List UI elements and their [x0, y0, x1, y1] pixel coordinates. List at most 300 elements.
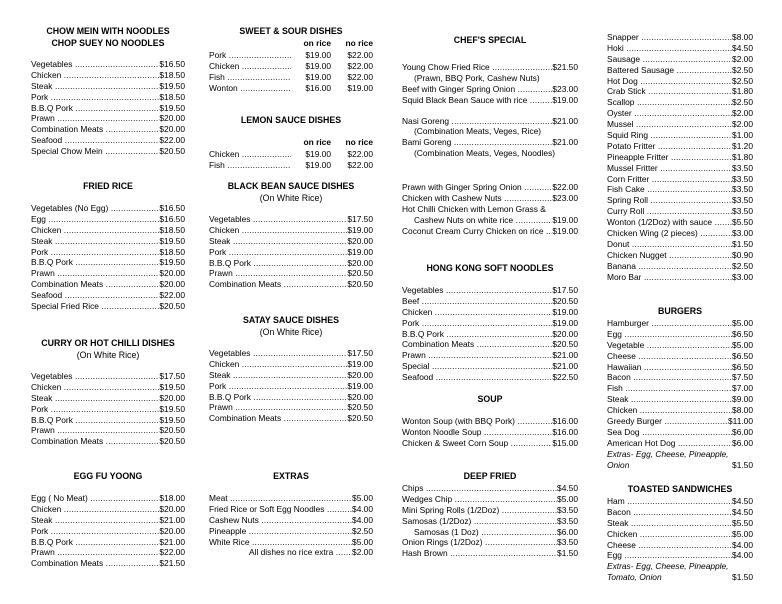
- item-price: $2.00: [732, 108, 753, 119]
- item-name: Prawn .....: [31, 113, 159, 124]
- menu-item: [402, 182, 578, 193]
- item-name: Combination Meats .....: [31, 436, 159, 447]
- item-name: Bacon .....: [607, 507, 732, 518]
- menu-item: [31, 515, 185, 526]
- menu-item: [402, 318, 578, 329]
- item-price: $18.50: [159, 91, 185, 102]
- item-name: Chicken .....: [402, 307, 552, 318]
- item-price: $8.00: [732, 31, 753, 42]
- item-price: $21.50: [159, 558, 185, 569]
- item-price: $1.20: [732, 140, 753, 151]
- section-subtitle: (On White Rice): [259, 327, 323, 337]
- item-price: $15.00: [552, 437, 578, 448]
- item-price: $19.00: [552, 214, 578, 225]
- section-title: SWEET & SOUR DISHES: [239, 26, 343, 36]
- menu-item: [607, 329, 753, 340]
- item-name: B.B.Q Pork .....: [209, 392, 347, 403]
- item-price: $19.00: [347, 246, 373, 257]
- item-name: B.B.Q Pork .....: [31, 415, 159, 426]
- menu-item: [607, 54, 753, 65]
- item-name: Mussel Fritter .....: [607, 163, 732, 174]
- item-price: $20.00: [159, 503, 185, 514]
- item-price: $20.50: [159, 436, 185, 447]
- menu-item: [607, 174, 753, 185]
- item-name: Samosas (1/2Doz) .....: [402, 516, 557, 527]
- menu-item: [31, 214, 185, 225]
- menu-item: [31, 537, 185, 548]
- item-price-no-rice: $22.00: [347, 159, 373, 170]
- item-name: Fish .....: [209, 160, 291, 171]
- menu-item: [31, 236, 185, 247]
- burger-extras-row: [607, 460, 753, 471]
- toasted-sandwiches-section: [607, 483, 753, 583]
- item-price: $4.00: [352, 503, 373, 514]
- item-price: $16.50: [159, 202, 185, 213]
- item-price: $5.00: [352, 492, 373, 503]
- item-price: $0.90: [732, 249, 753, 260]
- item-price: $21.00: [552, 350, 578, 361]
- item-list: [209, 348, 373, 424]
- menu-item: [402, 427, 578, 438]
- item-price: $19.50: [159, 414, 185, 425]
- item-name: Pork .....: [209, 381, 347, 392]
- item-name: Pineapple .....: [209, 526, 352, 537]
- item-price: $23.00: [552, 193, 578, 203]
- menu-item: [402, 483, 578, 494]
- menu-item: [402, 95, 578, 106]
- item-name: Wonton .....: [209, 83, 291, 94]
- item-name: Egg .....: [607, 550, 732, 561]
- item-name: Cheese .....: [607, 540, 732, 551]
- item-name: Banana .....: [607, 261, 732, 272]
- fish-shop-section: [607, 32, 753, 282]
- item-price: $20.50: [159, 301, 185, 311]
- item-price: $4.00: [352, 514, 373, 525]
- menu-item: [607, 383, 753, 394]
- item-name: Egg .....: [31, 214, 159, 225]
- item-price: $17.50: [552, 284, 578, 295]
- menu-item: [209, 493, 373, 504]
- menu-item: [607, 184, 753, 195]
- item-name: Moro Bar .....: [607, 272, 732, 283]
- fried-rice-section: [31, 180, 185, 312]
- item-name: Coconut Cream Curry Chicken on rice .....: [402, 226, 552, 237]
- section-title: CHOW MEIN WITH NOODLES: [46, 26, 170, 36]
- menu-item: [402, 73, 578, 84]
- item-price-no-rice: $22.00: [347, 60, 373, 71]
- menu-item: [402, 296, 578, 307]
- item-price: $16.50: [159, 58, 185, 69]
- item-name: Vegetable .....: [607, 340, 732, 351]
- item-price: $6.50: [732, 350, 753, 361]
- item-price: $20.00: [347, 235, 373, 246]
- item-price: $4.00: [732, 550, 753, 561]
- item-name: Fried Rice or Soft Egg Noodles .....: [209, 504, 352, 515]
- menu-item: [402, 193, 578, 204]
- item-price: $20.50: [552, 295, 578, 306]
- item-name: All dishes no rice extra .....: [209, 547, 352, 558]
- menu-item: [209, 348, 373, 359]
- item-list: [31, 203, 185, 312]
- item-name: Battered Sausage .....: [607, 65, 732, 76]
- item-name: Pork .....: [209, 50, 291, 61]
- menu-item: [31, 290, 185, 301]
- section-title: SOUP: [477, 394, 503, 404]
- item-price: $3.50: [732, 206, 753, 217]
- item-list: [209, 214, 373, 290]
- menu-item: [209, 370, 373, 381]
- menu-item: [209, 83, 373, 94]
- menu-item: [31, 92, 185, 103]
- menu-item: [31, 301, 185, 312]
- item-price: $3.50: [732, 195, 753, 206]
- item-name: Vegetables .....: [209, 214, 347, 225]
- menu-item: [607, 76, 753, 87]
- item-price: $19.00: [347, 358, 373, 369]
- item-price: $3.00: [732, 271, 753, 282]
- item-price: $18.00: [159, 492, 185, 503]
- item-name: Oyster .....: [607, 108, 732, 119]
- sweet-sour-section: [209, 25, 373, 94]
- item-price: $5.00: [732, 528, 753, 539]
- menu-item: [402, 339, 578, 350]
- item-name: Wedges Chip .....: [402, 494, 557, 505]
- toasted-extras-row: [607, 572, 753, 583]
- item-name: Mini Spring Rolls (1/2Doz) .....: [402, 505, 557, 516]
- menu-item: [607, 351, 753, 362]
- menu-item: [31, 382, 185, 393]
- item-name: Greedy Burger .....: [607, 416, 728, 427]
- item-price: $19.00: [552, 94, 578, 105]
- item-price: $2.50: [732, 97, 753, 108]
- menu-item: [402, 527, 578, 538]
- item-price: $22.00: [159, 290, 185, 301]
- item-price: $19.50: [159, 403, 185, 414]
- menu-item: [31, 81, 185, 92]
- item-name: Chicken .....: [607, 405, 732, 416]
- item-name: White Rice .....: [209, 537, 352, 548]
- item-price: $16.00: [552, 426, 578, 437]
- item-price: $3.50: [557, 504, 578, 515]
- item-name: B.B.Q Pork .....: [209, 258, 347, 269]
- menu-item: [607, 272, 753, 283]
- item-price: $18.50: [159, 224, 185, 235]
- menu-item: [31, 526, 185, 537]
- item-name: Vegetables .....: [31, 371, 159, 382]
- item-price: $21.00: [552, 361, 578, 372]
- menu-item: [402, 329, 578, 340]
- item-name: Steak .....: [607, 394, 732, 405]
- item-price: $6.00: [732, 437, 753, 448]
- item-list: [402, 483, 578, 559]
- item-list: [209, 493, 373, 558]
- menu-item: [402, 137, 578, 148]
- item-name: Egg ( No Meat) .....: [31, 493, 159, 504]
- burgers-section: [607, 305, 753, 470]
- item-name: Sausage .....: [607, 54, 732, 65]
- item-name: (Combination Meats, Veges, Noodles): [414, 148, 556, 159]
- menu-item: [607, 152, 753, 163]
- item-price: $20.00: [159, 268, 185, 279]
- menu-item: [402, 350, 578, 361]
- item-name: Snapper .....: [607, 32, 732, 43]
- item-price: $5.50: [732, 517, 753, 528]
- item-price: $6.50: [732, 328, 753, 339]
- item-name: B.B.Q Pork .....: [31, 257, 159, 268]
- item-name: Combination Meats .....: [31, 558, 159, 569]
- item-price: $5.50: [732, 217, 753, 228]
- menu-item: [402, 84, 578, 95]
- menu-item: [607, 372, 753, 383]
- item-name: Meat .....: [209, 493, 352, 504]
- menu-item: [607, 416, 753, 427]
- item-price: $20.00: [159, 113, 185, 124]
- item-name: B.B.Q Pork .....: [31, 537, 159, 548]
- menu-item: [402, 372, 578, 383]
- item-name: Chicken .....: [31, 504, 159, 515]
- item-price: $2.50: [732, 64, 753, 75]
- item-name: Vegetables (No Egg) .....: [31, 203, 159, 214]
- item-price: $2.00: [352, 547, 373, 558]
- section-title: LEMON SAUCE DISHES: [240, 115, 342, 125]
- item-name: Hot Chilli Chicken with Lemon Grass &: [402, 203, 546, 214]
- item-list: [607, 496, 753, 561]
- item-price: $3.00: [732, 228, 753, 239]
- item-name: Squid Black Bean Sauce with rice .....: [402, 95, 552, 106]
- item-name: Combination Meats .....: [31, 124, 159, 135]
- item-name: Pork .....: [402, 318, 552, 329]
- menu-item: [31, 146, 185, 157]
- menu-item: [607, 540, 753, 551]
- item-name: Fish .....: [209, 72, 291, 83]
- item-price: $7.50: [732, 372, 753, 383]
- item-name: Prawn .....: [402, 350, 552, 361]
- item-price: $19.50: [159, 80, 185, 91]
- item-name: Pork .....: [31, 404, 159, 415]
- item-price: $23.00: [552, 83, 578, 94]
- hong-kong-noodles-section: [402, 262, 578, 383]
- item-name: Steak .....: [209, 370, 347, 381]
- item-price-no-rice: $22.00: [347, 148, 373, 159]
- menu-item: [31, 558, 185, 569]
- burger-extras-price: $1.50: [732, 459, 753, 470]
- item-price: $5.00: [732, 339, 753, 350]
- section-title: CHEF'S SPECIAL: [453, 35, 527, 45]
- item-name: Steak .....: [607, 518, 732, 529]
- menu-item: [209, 359, 373, 370]
- section-title: BURGERS: [658, 306, 702, 316]
- menu-item: [607, 97, 753, 108]
- menu-item: [607, 228, 753, 239]
- item-price: $22.50: [552, 372, 578, 383]
- menu-item: [402, 361, 578, 372]
- item-price: $1.00: [732, 130, 753, 140]
- item-price: $2.00: [732, 53, 753, 64]
- item-name: Pork .....: [209, 247, 347, 258]
- item-price: $20.50: [347, 268, 373, 279]
- item-name: Hot Dog .....: [607, 76, 732, 87]
- item-list: [209, 50, 373, 94]
- item-price: $19.50: [159, 257, 185, 268]
- item-price: $20.00: [159, 392, 185, 403]
- item-price: $4.50: [557, 482, 578, 493]
- menu-item: [209, 225, 373, 236]
- item-price: $20.00: [347, 391, 373, 402]
- item-list: [31, 371, 185, 447]
- item-name: Chicken Nugget .....: [607, 250, 732, 261]
- item-price: $22.00: [552, 182, 578, 193]
- item-name: Combination Meats .....: [31, 279, 159, 290]
- toasted-extras-price: $1.50: [732, 572, 753, 583]
- menu-item: [209, 537, 373, 548]
- soup-section: [402, 393, 578, 449]
- menu-item: [209, 160, 373, 171]
- item-price: $20.00: [159, 525, 185, 536]
- menu-item: [607, 362, 753, 373]
- menu-item: [209, 149, 373, 160]
- menu-item: [31, 493, 185, 504]
- item-price: $20.00: [159, 124, 185, 135]
- on-rice-header: on rice: [303, 38, 331, 49]
- item-price: $20.00: [159, 279, 185, 290]
- deep-fried-section: [402, 470, 578, 559]
- item-name: Mussel .....: [607, 119, 732, 130]
- item-price: $21.50: [552, 61, 578, 72]
- item-name: Hamburger .....: [607, 318, 732, 329]
- menu-item: [31, 135, 185, 146]
- item-price: $18.50: [159, 246, 185, 257]
- item-name: Scallop .....: [607, 97, 732, 108]
- item-name: Steak .....: [31, 393, 159, 404]
- item-list: [209, 149, 373, 171]
- item-name: Hawaiian .....: [607, 362, 732, 373]
- menu-item: [31, 415, 185, 426]
- item-name: Chicken .....: [209, 225, 347, 236]
- item-name: Vegetables .....: [209, 348, 347, 359]
- menu-item: [31, 436, 185, 447]
- item-price: $20.50: [552, 339, 578, 350]
- item-price: $19.50: [159, 102, 185, 113]
- menu-item: [402, 285, 578, 296]
- section-subtitle: (On White Rice): [76, 350, 140, 360]
- menu-item: [209, 402, 373, 413]
- item-price: $21.00: [159, 514, 185, 525]
- item-price: $8.00: [732, 405, 753, 416]
- menu-item: [31, 404, 185, 415]
- menu-item: [402, 116, 578, 127]
- item-price: $3.50: [732, 162, 753, 173]
- item-name: Prawn .....: [31, 425, 159, 436]
- menu-item: [607, 108, 753, 119]
- item-name: Samosas (1 Doz) .....: [402, 527, 557, 538]
- item-price: $4.50: [732, 42, 753, 53]
- item-name: Young Chow Fried Rice .....: [402, 62, 552, 73]
- item-list: [31, 59, 185, 157]
- menu-item: [402, 307, 578, 318]
- item-name: Wonton Noodle Soup .....: [402, 427, 552, 438]
- menu-item: [209, 279, 373, 290]
- menu-item: [209, 515, 373, 526]
- item-price: $19.00: [552, 317, 578, 328]
- item-price: $1.50: [557, 548, 578, 559]
- menu-item: [607, 206, 753, 217]
- item-price-on-rice: $19.00: [305, 49, 331, 60]
- menu-item: [209, 50, 373, 61]
- menu-item: [607, 65, 753, 76]
- item-price: $6.00: [732, 426, 753, 437]
- item-price: $2.00: [732, 119, 753, 130]
- menu-item: [402, 215, 578, 226]
- menu-item: [402, 494, 578, 505]
- item-name: Wonton Soup (with BBQ Pork) .....: [402, 416, 552, 427]
- extras-section: [209, 470, 373, 558]
- item-price: $19.50: [159, 235, 185, 246]
- menu-item: [402, 537, 578, 548]
- menu-item: [209, 247, 373, 258]
- item-name: Combination Meats .....: [209, 413, 347, 424]
- item-name: Cheese .....: [607, 351, 732, 362]
- menu-item: [607, 141, 753, 152]
- toasted-extras-note: Extras- Egg, Cheese, Pineapple,: [607, 561, 729, 572]
- item-price: $9.00: [732, 394, 753, 405]
- item-name: Chicken & Sweet Corn Soup .....: [402, 438, 552, 449]
- menu-item: [607, 86, 753, 97]
- menu-item: [402, 416, 578, 427]
- item-price: $3.50: [557, 515, 578, 526]
- item-name: Vegetables .....: [31, 59, 159, 70]
- menu-item: [209, 381, 373, 392]
- menu-item: [607, 119, 753, 130]
- item-name: Steak .....: [31, 515, 159, 526]
- item-name: Bacon .....: [607, 372, 732, 383]
- item-name: Beef with Ginger Spring Onion .....: [402, 84, 552, 95]
- item-price: $2.50: [732, 75, 753, 86]
- chow-mein-section: [31, 25, 185, 157]
- item-name: Nasi Goreng .....: [402, 116, 552, 127]
- item-price: $19.00: [347, 224, 373, 235]
- column-headers: [209, 37, 373, 49]
- menu-item: [607, 507, 753, 518]
- menu-item: [607, 427, 753, 438]
- item-price: $7.00: [732, 383, 753, 394]
- item-name: Pork .....: [31, 526, 159, 537]
- item-name: Vegetables .....: [402, 285, 552, 296]
- item-name: Chicken .....: [607, 529, 732, 540]
- item-name: Cashew Nuts .....: [209, 515, 352, 526]
- item-name: Fish Cake .....: [607, 184, 732, 195]
- menu-item: [607, 195, 753, 206]
- menu-item: [31, 203, 185, 214]
- menu-item: [402, 62, 578, 73]
- menu-item: [209, 61, 373, 72]
- item-name: Hash Brown .....: [402, 548, 557, 559]
- item-price: $20.00: [552, 328, 578, 339]
- item-name: Chicken with Cashew Nuts .....: [402, 193, 552, 204]
- menu-item: [31, 425, 185, 436]
- menu-item: [607, 318, 753, 329]
- menu-item: [607, 239, 753, 250]
- menu-item: [209, 214, 373, 225]
- section-title: FRIED RICE: [83, 181, 133, 191]
- menu-item: [607, 550, 753, 561]
- item-price: $3.50: [732, 184, 753, 195]
- on-rice-header: on rice: [303, 137, 331, 148]
- item-price: $21.00: [552, 137, 578, 148]
- menu-item: [31, 504, 185, 515]
- menu-item: [607, 32, 753, 43]
- item-price-on-rice: $16.00: [305, 82, 331, 93]
- item-price: $18.50: [159, 69, 185, 80]
